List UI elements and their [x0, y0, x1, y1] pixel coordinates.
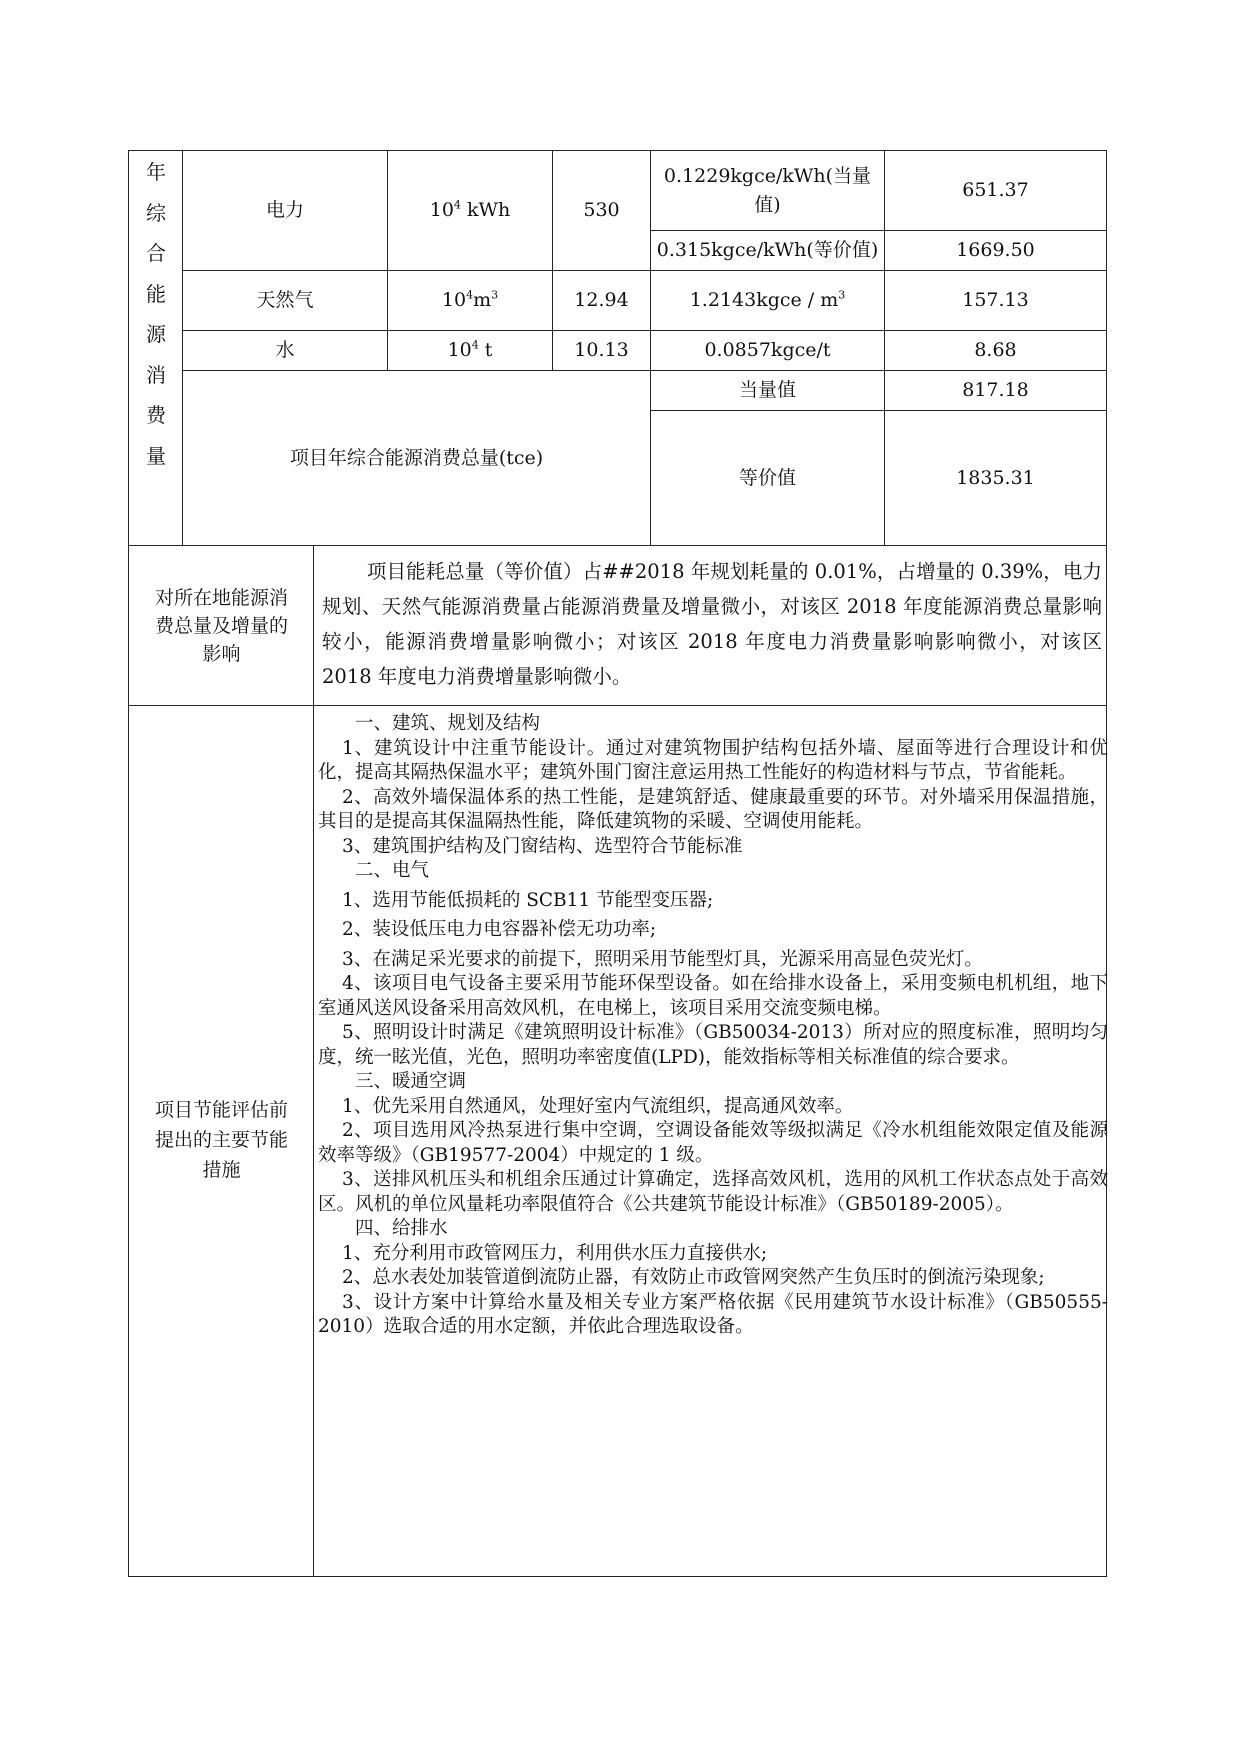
energy-name-water: 水 [275, 339, 295, 362]
factor-line1: 0.1229kgce/kWh(当量 [663, 165, 872, 187]
energy-amount-electricity: 530 [583, 199, 620, 222]
measure-item: 一、建筑、规划及结构 [355, 713, 541, 734]
impact-label: 对所在地能源消费总量及增量的影响 [154, 586, 288, 665]
measure-item: 二、电气 [355, 860, 430, 881]
measure-item: 三、暖通空调 [355, 1071, 467, 1092]
measure-item: 1、选用节能低损耗的 SCB11 节能型变压器; [342, 889, 714, 911]
total-dangliang-value: 817.18 [962, 379, 1029, 402]
unit-base: 10 [429, 199, 454, 222]
factor-sup: 3 [838, 288, 846, 302]
unit-rest: kWh [460, 199, 511, 222]
table-line [313, 545, 314, 1577]
measure-item: 3、在满足采光要求的前提下，照明采用节能型灯具，光源采用高显色荧光灯。 [342, 948, 983, 970]
total-dengjia-value: 1835.31 [956, 466, 1035, 489]
measure-item: 2、项目选用风冷热泵进行集中空调，空调设备能效等级拟满足《冷水机组能效限定值及能源效率等级》（GB19577-2004）中规定的 1 级。 [318, 1120, 1108, 1166]
category-label-vertical [130, 152, 182, 476]
measure-item: 5、照明设计时满足《建筑照明设计标准》（GB50034-2013）所对应的照度标准，照明均匀度，统一眩光值，光色，照明功率密度值(LPD)，能效指标等相关标准值的综合要求。 [318, 1022, 1108, 1068]
unit-sup: 4 [466, 288, 474, 302]
factor-main: 1.2143kgce / m [689, 289, 839, 312]
energy-unit-gas [388, 271, 552, 330]
factor-electricity-dangliang [651, 151, 884, 230]
category-char: 费 [146, 403, 166, 427]
measure-item: 2、总水表处加装管道倒流防止器，有效防止市政管网突然产生负压时的倒流污染现象; [342, 1267, 1045, 1288]
table-line [128, 705, 1107, 706]
value-electricity-dangliang: 651.37 [962, 179, 1029, 202]
category-char: 能 [146, 281, 166, 306]
measures-list [318, 712, 1108, 1340]
energy-name-electricity: 电力 [265, 199, 304, 222]
total-dengjia-label: 等价值 [738, 466, 796, 489]
value-water: 8.68 [974, 339, 1017, 362]
unit-rest: t [478, 339, 493, 362]
total-label: 项目年综合能源消费总量(tce) [289, 446, 544, 469]
unit-sup: 4 [453, 198, 461, 212]
unit-base: 10 [441, 289, 467, 312]
measures-label: 项目节能评估前提出的主要节能措施 [154, 1099, 288, 1181]
measure-item: 1、充分利用市政管网压力，利用供水压力直接供水; [342, 1242, 768, 1264]
measure-item: 3、建筑围护结构及门窗结构、选型符合节能标准 [342, 835, 743, 857]
measure-item: 1、优先采用自然通风，处理好室内气流组织，提高通风效率。 [342, 1095, 854, 1117]
impact-text: 项目能耗总量（等价值）占##2018 年规划耗量的 0.01%，占增量的 0.39%，电力规划、天然气能源消费量占能源消费量及增量微小，对该区 2018 年度能源消费总量影响较小，能源消费增量影响微小；对该区 2018 年度电力消费量影响影响微小，对该区 2018 年度电力消费增量影响微小。 [322, 560, 1102, 688]
factor-electricity-dengjia: 0.315kgce/kWh(等价值) [656, 239, 879, 262]
energy-unit-electricity [388, 151, 552, 270]
category-char: 综 [146, 200, 166, 225]
value-electricity-dengjia: 1669.50 [956, 239, 1035, 262]
measure-item: 1、建筑设计中注重节能设计。通过对建筑物围护结构包括外墙、屋面等进行合理设计和优化，提高其隔热保温水平；建筑外围门窗注意运用热工性能好的构造材料与节点，节省能耗。 [318, 737, 1108, 783]
total-dangliang-label: 当量值 [738, 379, 796, 402]
value-gas: 157.13 [962, 289, 1029, 312]
measure-item: 四、给排水 [355, 1218, 448, 1239]
factor-gas [651, 271, 884, 330]
unit-rest: m [473, 289, 492, 312]
energy-unit-water [388, 331, 552, 370]
unit-sup: 4 [471, 338, 479, 352]
measure-item: 3、设计方案中计算给水量及相关专业方案严格依据《民用建筑节水设计标准》（GB50555-2010）选取合适的用水定额，并依此合理选取设备。 [318, 1291, 1108, 1337]
factor-line2: 值) [754, 193, 781, 216]
measure-item: 4、该项目电气设备主要采用节能环保型设备。如在给排水设备上，采用变频电机机组，地下室通风送风设备采用高效风机，在电梯上，该项目采用交流变频电梯。 [318, 973, 1108, 1019]
unit-sup: 3 [491, 288, 499, 302]
energy-amount-gas: 12.94 [574, 289, 629, 312]
measure-item: 3、送排风机压头和机组余压通过计算确定，选择高效风机，选用的风机工作状态点处于高效区。风机的单位风量耗功率限值符合《公共建筑节能设计标准》（GB50189-2005）。 [318, 1169, 1108, 1215]
category-char: 量 [146, 443, 166, 468]
energy-amount-water: 10.13 [574, 339, 629, 362]
energy-name-gas: 天然气 [256, 289, 314, 312]
measure-item: 2、装设低压电力电容器补偿无功功率; [342, 919, 657, 940]
category-char: 年 [146, 160, 166, 184]
measure-item: 2、高效外墙保温体系的热工性能，是建筑舒适、健康最重要的环节。对外墙采用保温措施，其目的是提高其保温隔热性能，降低建筑物的采暖、空调使用能耗。 [318, 786, 1108, 832]
unit-base: 10 [447, 339, 472, 362]
category-char: 合 [146, 241, 166, 265]
factor-water: 0.0857kgce/t [704, 339, 831, 362]
category-char: 源 [146, 322, 166, 346]
category-char: 消 [146, 362, 166, 387]
